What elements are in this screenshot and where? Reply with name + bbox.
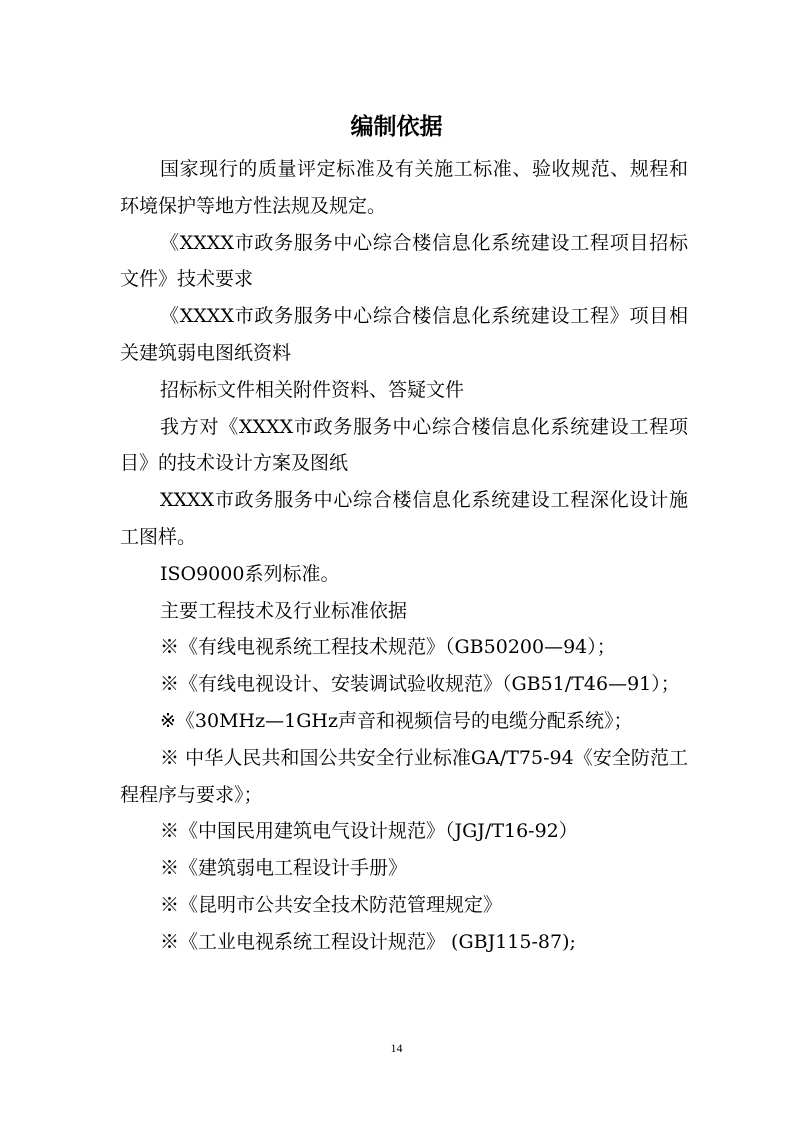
list-item-standard: ※《有线电视系统工程技术规范》（GB50200—94）；	[160, 636, 616, 659]
list-item-standard: ※ 中华人民共和国公共安全行业标准GA/T75-94《安全防范工程程序与要求》；	[120, 746, 688, 806]
paragraph-standards-heading: 主要工程技术及行业标准依据	[160, 599, 408, 622]
paragraph-regulations: 国家现行的质量评定标准及有关施工标准、验收规范、规程和环境保护等地方性法规及规定。	[120, 158, 688, 217]
document-body	[120, 151, 688, 961]
page-number: 14	[390, 1041, 403, 1055]
list-item-standard: ※《中国民用建筑电气设计规范》（JGJ/T16-92）	[160, 820, 578, 843]
paragraph-attachments: 招标标文件相关附件资料、答疑文件	[160, 378, 465, 401]
paragraph-drawings: 《XXXX市政务服务中心综合楼信息化系统建设工程》项目相关建筑弱电图纸资料	[120, 305, 688, 364]
list-item-standard: ※《建筑弱电工程设计手册》	[160, 857, 408, 880]
paragraph-iso9000: ISO9000系列标准。	[160, 562, 340, 585]
paragraph-design-scheme: 我方对《XXXX市政务服务中心综合楼信息化系统建设工程项目》的技术设计方案及图纸	[120, 415, 688, 475]
list-item-standard: ※《30MHz—1GHz声音和视频信号的电缆分配系统》；	[160, 709, 633, 732]
paragraph-construction-drawings: XXXX市政务服务中心综合楼信息化系统建设工程深化设计施工图样。	[120, 489, 688, 548]
list-item-standard: ※《昆明市公共安全技术防范管理规定》	[160, 893, 503, 916]
page-title: 编制依据	[350, 114, 443, 140]
list-item-standard: ※《有线电视设计、安装调试验收规范》（GB51/T46—91）；	[160, 673, 680, 696]
paragraph-tender-requirements: 《XXXX市政务服务中心综合楼信息化系统建设工程项目招标文件》技术要求	[120, 231, 688, 291]
list-item-standard: ※《工业电视系统工程设计规范》 (GBJ115-87);	[160, 930, 576, 953]
